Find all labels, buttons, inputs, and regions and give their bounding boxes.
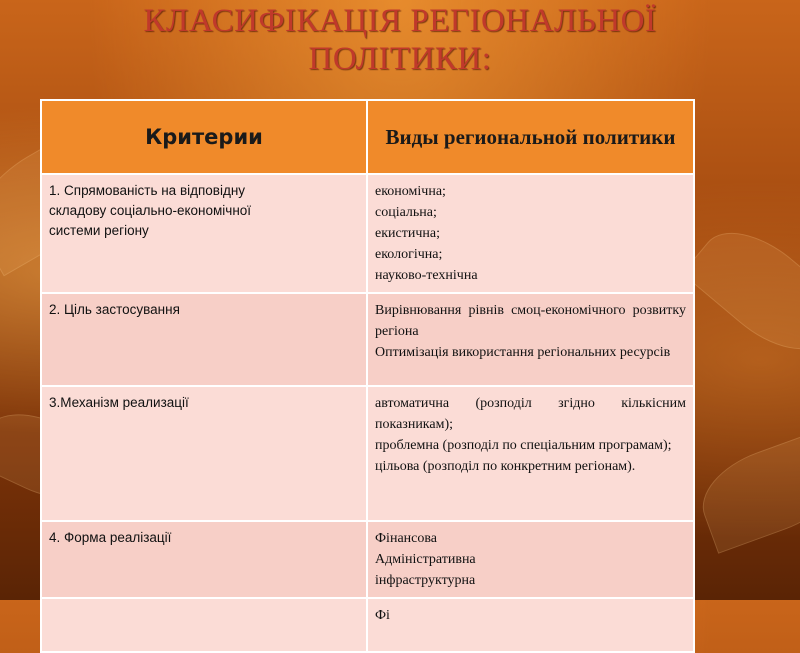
kind-item: науково-технічна (375, 268, 478, 283)
background-leaf (690, 428, 800, 554)
table-header-row (41, 100, 694, 174)
criterion-cell (41, 293, 367, 386)
kind-item: Фі (375, 608, 390, 623)
slide-title-line-2: ПОЛІТИКИ: (308, 41, 492, 77)
criterion-text: 2. Ціль застосування (49, 302, 180, 317)
criterion-text: складову соціально-економічної (49, 203, 252, 218)
criterion-cell (41, 386, 367, 521)
criterion-cell (41, 174, 367, 293)
kind-item: Фінансова (375, 531, 438, 546)
slide-title-line-1: КЛАСИФІКАЦІЯ РЕГІОНАЛЬНОЇ (143, 3, 657, 39)
table-row (41, 174, 694, 293)
kind-item: Оптимізація використання регіональних ресурсів (375, 345, 671, 360)
header-criteria: Критерии (41, 100, 367, 174)
table-row (41, 293, 694, 386)
kind-item: цільова (розподіл по конкретним регіонам). (375, 459, 636, 474)
criterion-cell (41, 521, 367, 598)
kind-item: автоматична (розподіл згідно кількісним показникам); (375, 396, 686, 432)
classification-table (40, 99, 695, 653)
background-leaf (681, 211, 800, 372)
kinds-cell (367, 598, 694, 652)
kinds-cell (367, 293, 694, 386)
kind-item: соціальна; (375, 205, 437, 220)
slide-title (0, 2, 800, 78)
criterion-cell (41, 598, 367, 652)
header-kinds: Виды региональной политики (367, 100, 694, 174)
criterion-text: 3.Механізм реализації (49, 395, 189, 410)
kind-item: Вирівнювання рівнів смоц-економічного розвитку регіона (375, 303, 686, 339)
kind-item: Адміністративна (375, 552, 476, 567)
kind-item: екологічна; (375, 247, 443, 262)
kinds-cell (367, 386, 694, 521)
kind-item: екистична; (375, 226, 440, 241)
table-row (41, 386, 694, 521)
criterion-text: 1. Спрямованість на відповідну (49, 183, 246, 198)
kind-item: проблемна (розподіл по спеціальним програмам); (375, 438, 672, 453)
table-row (41, 598, 694, 652)
kind-item: економічна; (375, 184, 446, 199)
kind-item: інфраструктурна (375, 573, 476, 588)
kinds-cell (367, 174, 694, 293)
kinds-cell (367, 521, 694, 598)
criterion-text: 4. Форма реалізації (49, 530, 172, 545)
table-row (41, 521, 694, 598)
criterion-text: системи регіону (49, 223, 149, 238)
